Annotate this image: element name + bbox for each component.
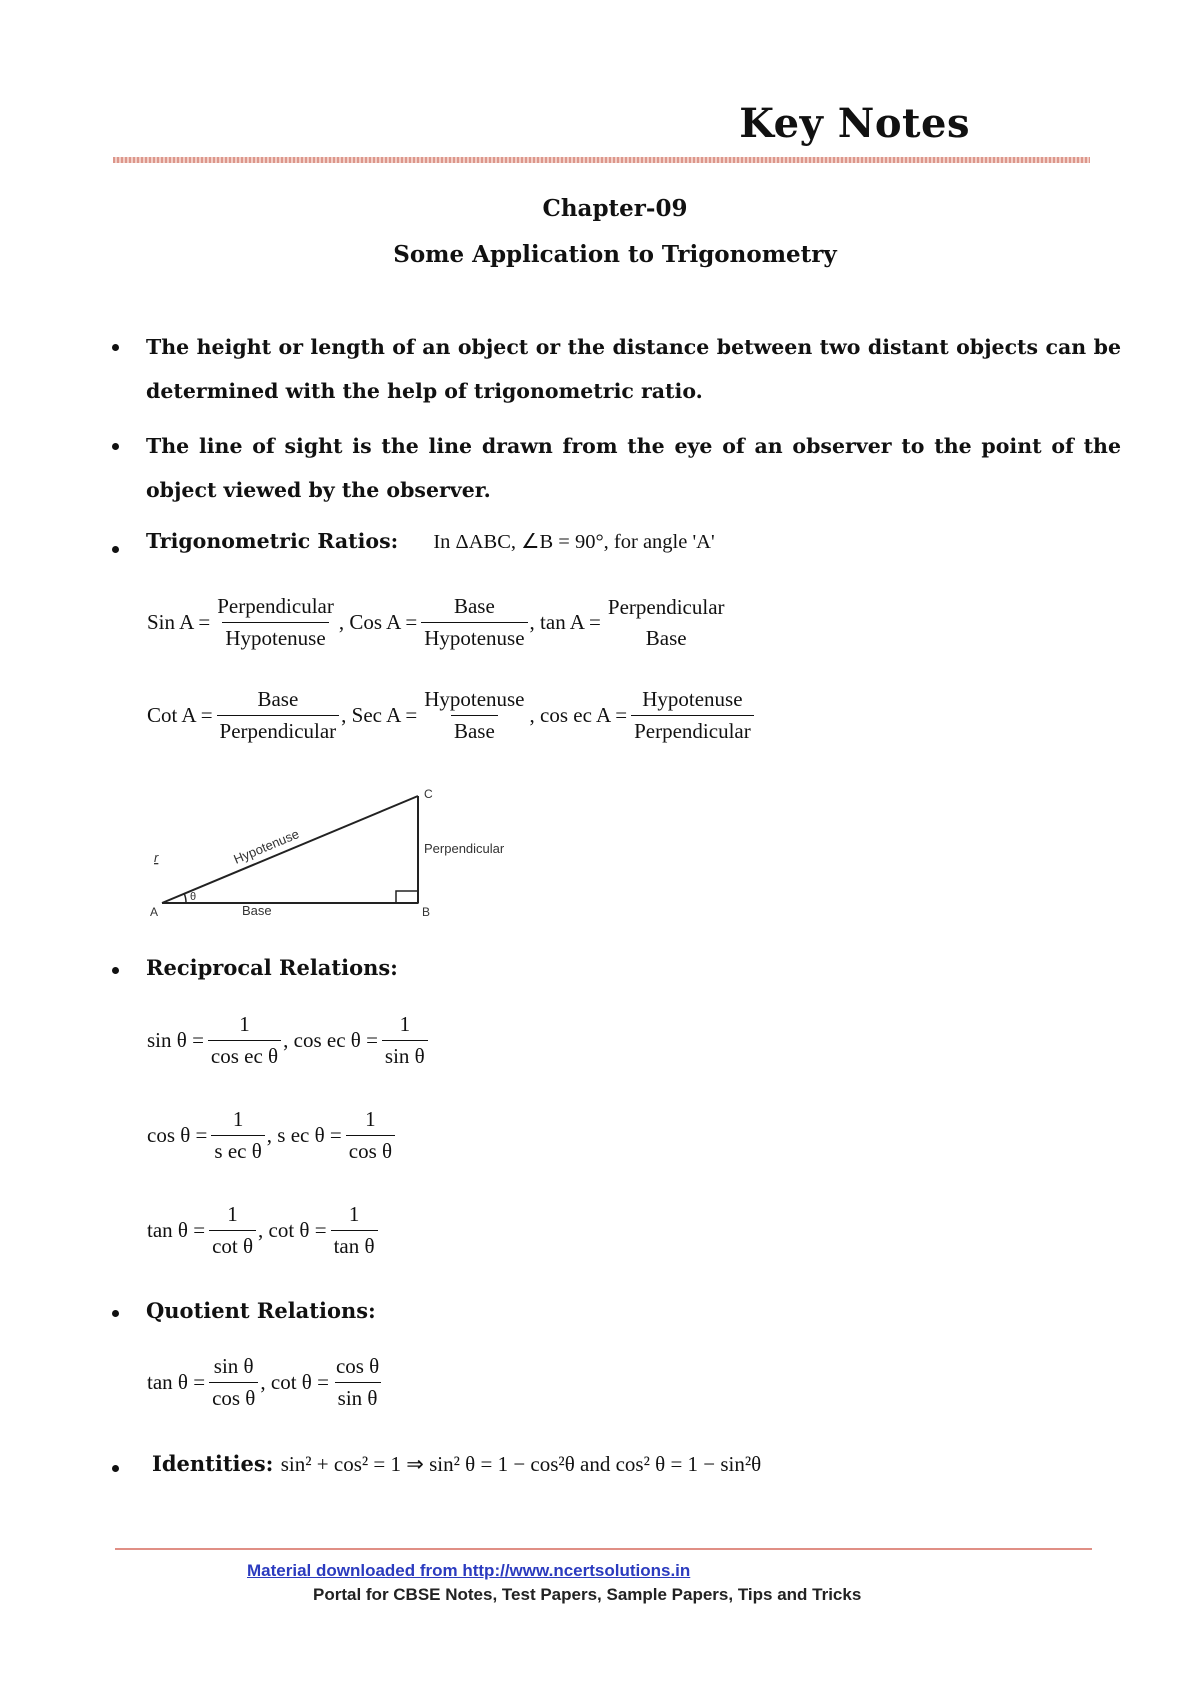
right-triangle-diagram bbox=[148, 780, 548, 920]
quotient-row bbox=[147, 1354, 384, 1411]
cot-theta-label: , cot θ = bbox=[258, 1218, 327, 1242]
bullet-icon bbox=[112, 967, 119, 974]
identities-line bbox=[152, 1451, 761, 1477]
chapter-title: Some Application to Trigonometry bbox=[393, 241, 837, 268]
cosec-label: , cos ec A = bbox=[529, 703, 628, 727]
footer-divider bbox=[115, 1548, 1092, 1550]
tan-theta-fraction bbox=[209, 1202, 256, 1259]
sec-theta-label: , s ec θ = bbox=[266, 1123, 342, 1147]
vertex-c-label: C bbox=[424, 787, 433, 801]
cos-theta-fraction bbox=[211, 1107, 264, 1164]
cot-numerator: Base bbox=[257, 687, 299, 711]
bullet-icon bbox=[112, 546, 119, 553]
sin-theta-fraction bbox=[208, 1012, 281, 1069]
numerator: 1 bbox=[399, 1012, 411, 1036]
sec-denominator: Base bbox=[451, 715, 498, 744]
numerator: 1 bbox=[348, 1202, 360, 1226]
cos-numerator: Base bbox=[453, 594, 495, 618]
trig-ratios-label: Trigonometric Ratios: bbox=[146, 529, 399, 553]
cosec-theta-fraction bbox=[382, 1012, 428, 1069]
cosec-numerator: Hypotenuse bbox=[642, 687, 743, 711]
bullet-trig-ratios bbox=[146, 527, 1121, 556]
cos-label: , Cos A = bbox=[338, 610, 418, 634]
tan-label: , tan A = bbox=[529, 610, 601, 634]
trig-ratios-condition: In ΔABC, ∠B = 90°, for angle 'A' bbox=[433, 531, 715, 553]
denominator: cos ec θ bbox=[208, 1040, 281, 1069]
denominator: tan θ bbox=[331, 1230, 378, 1259]
bullet-text-measurement: The height or length of an object or the distance between two distant objects can be determined with the help of trigonometric ratio. bbox=[146, 335, 1121, 403]
header-divider bbox=[113, 157, 1090, 163]
identities-label: Identities: bbox=[152, 1451, 274, 1476]
side-mark-label: r bbox=[154, 850, 159, 865]
reciprocal-row-1 bbox=[147, 1012, 430, 1069]
cos-denominator: Hypotenuse bbox=[421, 622, 527, 651]
reciprocal-row-2 bbox=[147, 1107, 397, 1164]
ratio-row-2 bbox=[147, 687, 756, 744]
cosec-theta-label: , cos ec θ = bbox=[283, 1028, 378, 1052]
tan-fraction bbox=[605, 595, 728, 651]
vertex-a-label: A bbox=[150, 905, 159, 919]
cos-theta-label: cos θ = bbox=[147, 1123, 208, 1147]
sin-denominator: Hypotenuse bbox=[222, 622, 328, 651]
denominator: s ec θ bbox=[211, 1135, 264, 1164]
numerator: sin θ bbox=[213, 1354, 254, 1378]
footer-tagline: Portal for CBSE Notes, Test Papers, Sample Papers, Tips and Tricks bbox=[313, 1585, 862, 1604]
tan-theta-label: tan θ = bbox=[147, 1370, 206, 1394]
bullet-icon bbox=[112, 1310, 119, 1317]
ratio-row-1 bbox=[147, 594, 730, 651]
reciprocal-row-3 bbox=[147, 1202, 380, 1259]
page-header-title: Key Notes bbox=[739, 100, 970, 147]
vertex-b-label: B bbox=[422, 905, 431, 919]
cot-label: Cot A = bbox=[147, 703, 213, 727]
cot-denominator: Perpendicular bbox=[217, 715, 340, 744]
sec-theta-fraction bbox=[346, 1107, 395, 1164]
bullet-icon bbox=[112, 344, 119, 351]
numerator: 1 bbox=[239, 1012, 250, 1036]
identities-equation: sin² + cos² = 1 ⇒ sin² θ = 1 − cos²θ and cos² θ = 1 − sin²θ bbox=[280, 1452, 762, 1476]
perpendicular-label: Perpendicular bbox=[424, 841, 505, 856]
cot-theta-fraction bbox=[331, 1202, 378, 1259]
sin-label: Sin A = bbox=[147, 610, 211, 634]
triangle-hypotenuse-line bbox=[162, 796, 418, 903]
tan-numerator: Perpendicular bbox=[607, 594, 725, 619]
denominator: cos θ bbox=[346, 1135, 395, 1164]
bullet-icon bbox=[112, 1465, 119, 1472]
bullet-icon bbox=[112, 443, 119, 450]
sin-theta-label: sin θ = bbox=[147, 1028, 204, 1052]
sec-numerator: Hypotenuse bbox=[424, 687, 525, 711]
denominator: cot θ bbox=[209, 1230, 256, 1259]
numerator: 1 bbox=[365, 1107, 376, 1131]
footer-source-link[interactable]: Material downloaded from http://www.ncertsolutions.in bbox=[247, 1561, 691, 1580]
hypotenuse-label: Hypotenuse bbox=[231, 826, 302, 867]
denominator: sin θ bbox=[382, 1040, 428, 1069]
angle-theta-label: θ bbox=[190, 891, 197, 903]
cot-fraction bbox=[217, 687, 340, 744]
bullet-text-line-of-sight: The line of sight is the line drawn from the eye of an observer to the point of the object viewed by the observer. bbox=[146, 434, 1121, 502]
right-angle-mark bbox=[396, 891, 418, 903]
sec-fraction bbox=[421, 687, 527, 744]
tan-denominator: Base bbox=[645, 625, 687, 650]
quotient-relations-heading: Quotient Relations: bbox=[146, 1298, 376, 1323]
cosec-denominator: Perpendicular bbox=[631, 715, 754, 744]
numerator: cos θ bbox=[335, 1354, 380, 1378]
tan-theta-label: tan θ = bbox=[147, 1218, 206, 1242]
base-label: Base bbox=[242, 903, 272, 918]
cosec-fraction bbox=[631, 687, 754, 744]
sin-fraction bbox=[214, 594, 337, 651]
reciprocal-relations-heading: Reciprocal Relations: bbox=[146, 955, 398, 980]
chapter-number: Chapter-09 bbox=[542, 195, 688, 222]
cot-quotient-fraction bbox=[333, 1354, 382, 1411]
cos-fraction bbox=[421, 594, 527, 651]
tan-quotient-fraction bbox=[209, 1354, 258, 1411]
angle-arc bbox=[184, 893, 186, 903]
numerator: 1 bbox=[232, 1107, 244, 1131]
sin-numerator: Perpendicular bbox=[217, 594, 334, 618]
numerator: 1 bbox=[227, 1202, 238, 1226]
denominator: sin θ bbox=[335, 1382, 381, 1411]
sec-label: , Sec A = bbox=[341, 703, 418, 727]
denominator: cos θ bbox=[209, 1382, 258, 1411]
cot-theta-label: , cot θ = bbox=[260, 1370, 329, 1394]
